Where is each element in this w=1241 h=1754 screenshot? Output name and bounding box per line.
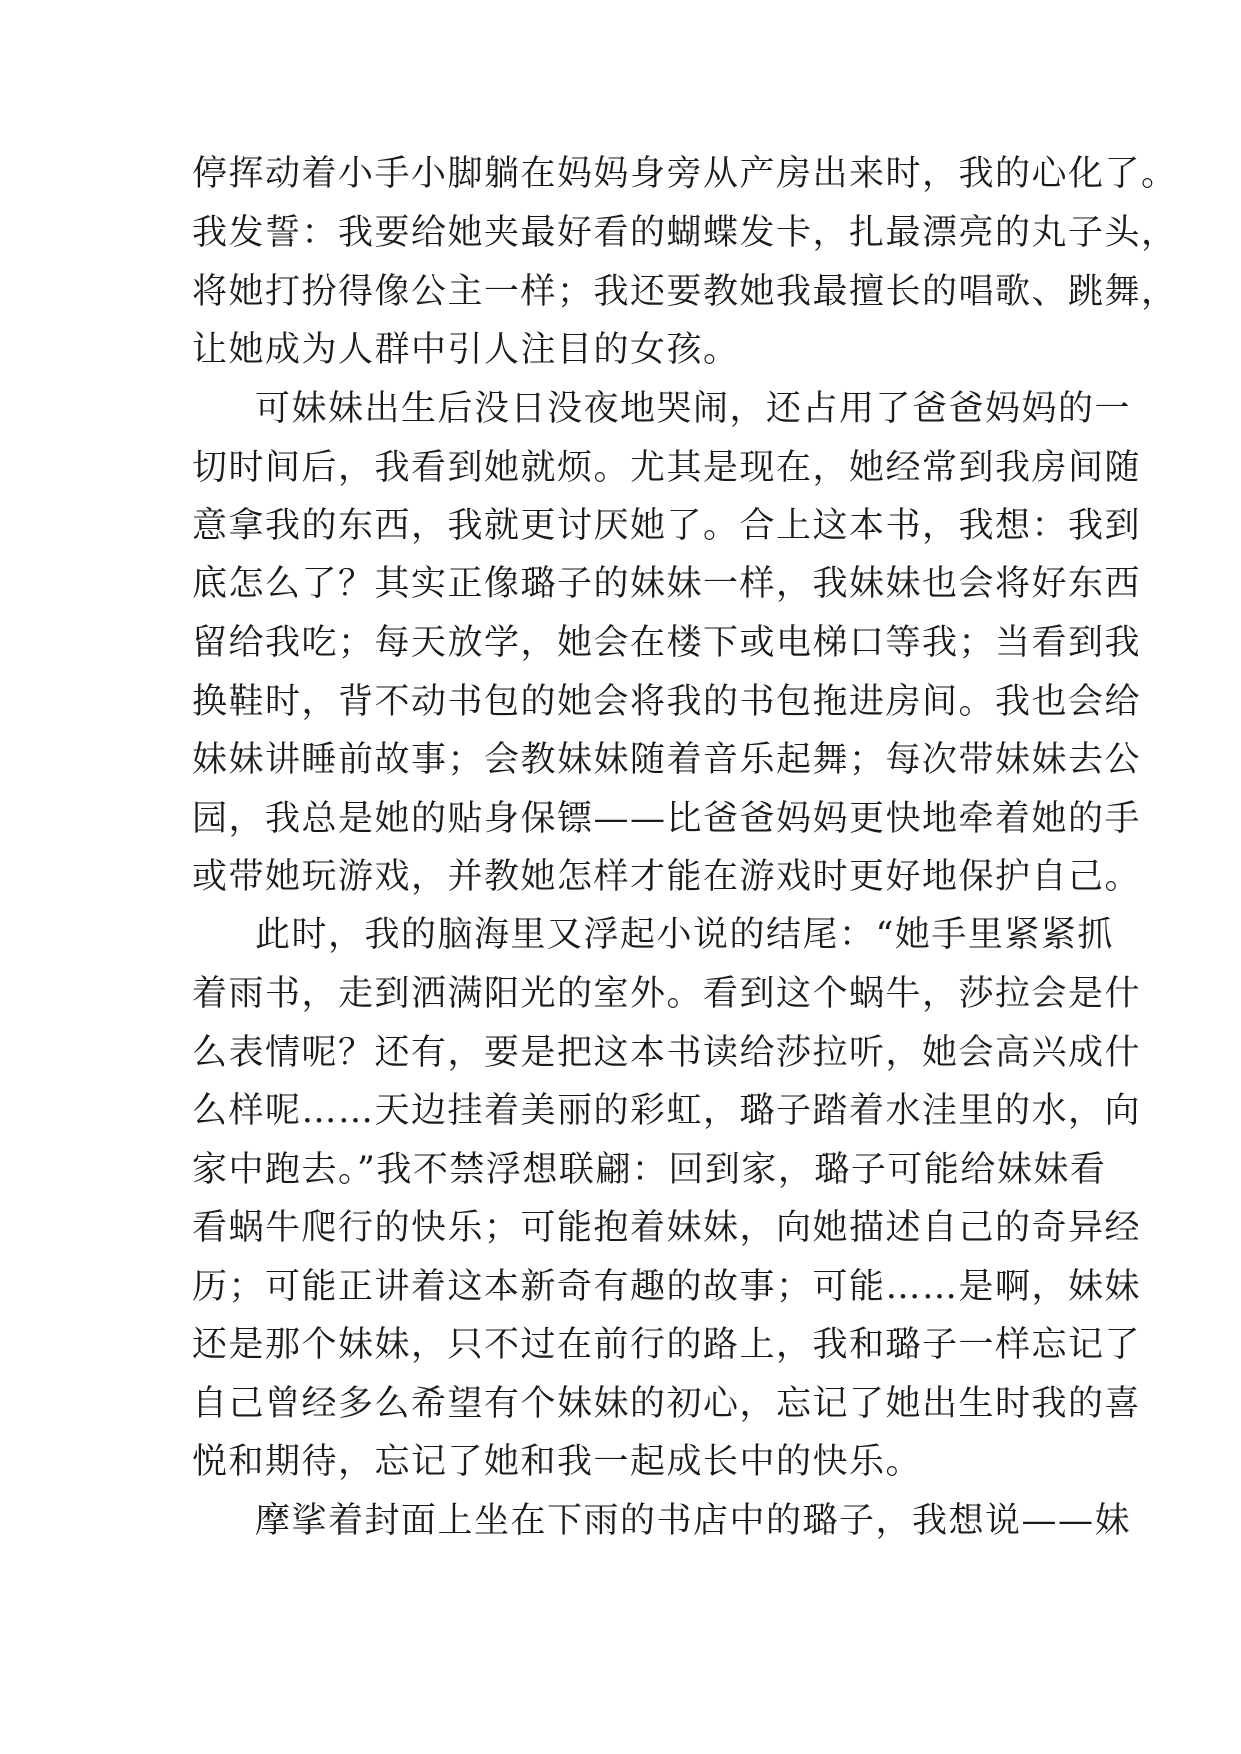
- text-line: 留给我吃；每天放学，她会在楼下或电梯口等我；当看到我: [192, 623, 1142, 663]
- text-line: 我发誓：我要给她夹最好看的蝴蝶发卡，扎最漂亮的丸子头，: [192, 213, 1178, 253]
- text-line: 自己曾经多么希望有个妹妹的初心，忘记了她出生时我的喜: [192, 1384, 1142, 1424]
- paragraph-start-line: 可妹妹出生后没日没夜地哭闹，还占用了爸爸妈妈的一: [255, 389, 1132, 429]
- text-line: 着雨书，走到洒满阳光的室外。看到这个蜗牛，莎拉会是什: [192, 974, 1142, 1014]
- paragraph-start-line: 此时，我的脑海里又浮起小说的结尾：“她手里紧紧抓: [255, 915, 1114, 955]
- text-line: 家中跑去。”我不禁浮想联翩：回到家，璐子可能给妹妹看: [192, 1150, 1107, 1190]
- text-line: 么样呢……天边挂着美丽的彩虹，璐子踏着水洼里的水，向: [192, 1091, 1142, 1131]
- text-line: 园，我总是她的贴身保镖——比爸爸妈妈更快地牵着她的手: [192, 799, 1142, 839]
- text-line: 停挥动着小手小脚躺在妈妈身旁从产房出来时，我的心化了。: [192, 154, 1178, 194]
- text-line: 么表情呢？还有，要是把这本书读给莎拉听，她会高兴成什: [192, 1033, 1142, 1073]
- text-line: 历；可能正讲着这本新奇有趣的故事；可能……是啊，妹妹: [192, 1267, 1142, 1307]
- text-line: 将她打扮得像公主一样；我还要教她我最擅长的唱歌、跳舞，: [192, 272, 1178, 312]
- text-line: 意拿我的东西，我就更讨厌她了。合上这本书，我想：我到: [192, 506, 1142, 546]
- text-line: 或带她玩游戏，并教她怎样才能在游戏时更好地保护自己。: [192, 857, 1142, 897]
- text-line: 让她成为人群中引人注目的女孩。: [192, 330, 740, 370]
- text-line: 还是那个妹妹，只不过在前行的路上，我和璐子一样忘记了: [192, 1325, 1142, 1365]
- text-line: 换鞋时，背不动书包的她会将我的书包拖进房间。我也会给: [192, 682, 1142, 722]
- paragraph-start-line: 摩挲着封面上坐在下雨的书店中的璐子，我想说——妹: [255, 1501, 1132, 1541]
- text-line: 看蜗牛爬行的快乐；可能抱着妹妹，向她描述自己的奇异经: [192, 1208, 1142, 1248]
- text-line: 妹妹讲睡前故事；会教妹妹随着音乐起舞；每次带妹妹去公: [192, 740, 1142, 780]
- text-line: 切时间后，我看到她就烦。尤其是现在，她经常到我房间随: [192, 448, 1142, 488]
- text-line: 悦和期待，忘记了她和我一起成长中的快乐。: [192, 1442, 923, 1482]
- text-line: 底怎么了？其实正像璐子的妹妹一样，我妹妹也会将好东西: [192, 564, 1142, 604]
